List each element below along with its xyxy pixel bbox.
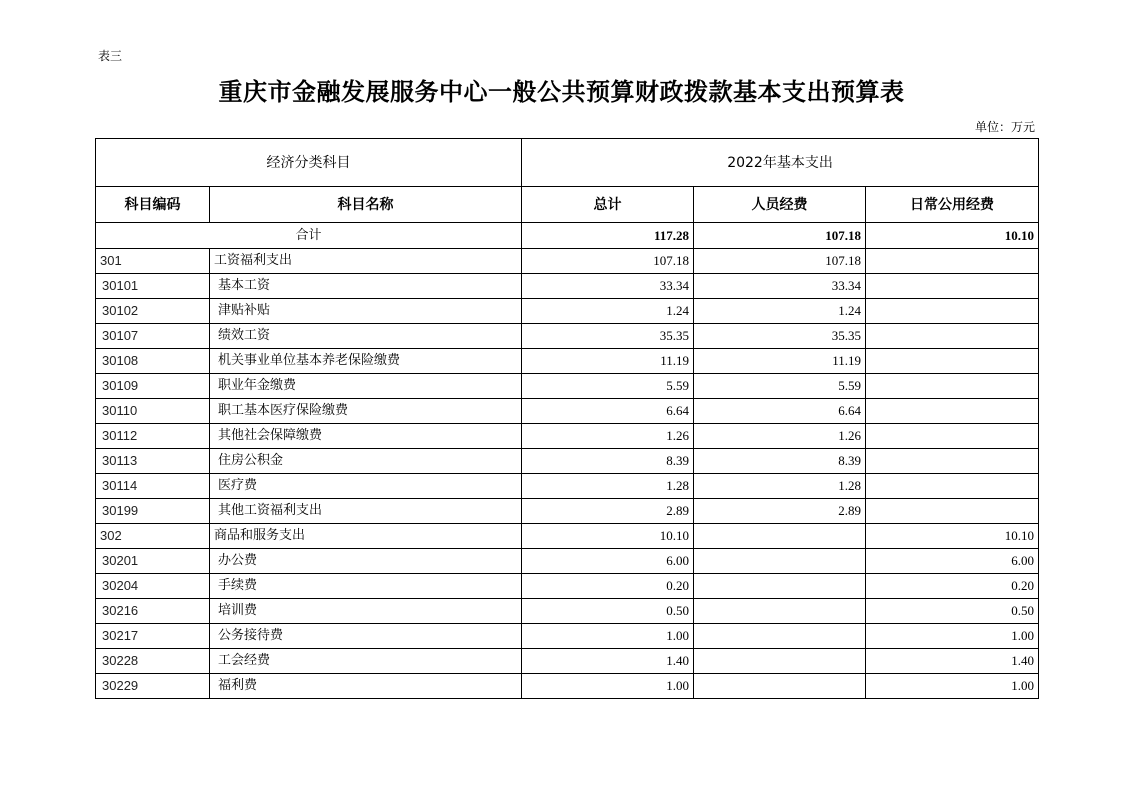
- table-row: [96, 449, 1039, 474]
- row-personnel: 6.64: [694, 399, 866, 424]
- row-total: 35.35: [522, 324, 694, 349]
- table-row: [96, 274, 1039, 299]
- row-code: 30114: [96, 474, 210, 499]
- table-number-label: 表三: [98, 49, 123, 63]
- total-label: 合计: [96, 223, 522, 249]
- row-name: 工资福利支出: [210, 249, 522, 274]
- row-name: 福利费: [210, 674, 522, 699]
- row-code: 30101: [96, 274, 210, 299]
- row-code: 30201: [96, 549, 210, 574]
- row-code: 30107: [96, 324, 210, 349]
- column-header-row: [96, 187, 1039, 223]
- row-total: 1.26: [522, 424, 694, 449]
- group-header-basic-expenditure: 2022年基本支出: [522, 139, 1039, 187]
- table-row: [96, 424, 1039, 449]
- row-name: 基本工资: [210, 274, 522, 299]
- row-public: 10.10: [866, 524, 1039, 549]
- row-personnel: 2.89: [694, 499, 866, 524]
- row-code: 30217: [96, 624, 210, 649]
- table-row: [96, 399, 1039, 424]
- row-total: 5.59: [522, 374, 694, 399]
- row-name: 职工基本医疗保险缴费: [210, 399, 522, 424]
- row-code: 30108: [96, 349, 210, 374]
- row-code: 30199: [96, 499, 210, 524]
- row-personnel: 1.28: [694, 474, 866, 499]
- row-total: 107.18: [522, 249, 694, 274]
- total-amount: 117.28: [522, 223, 694, 249]
- row-personnel: [694, 674, 866, 699]
- group-header-row: [96, 139, 1039, 187]
- row-public: 0.50: [866, 599, 1039, 624]
- row-name: 商品和服务支出: [210, 524, 522, 549]
- row-name: 工会经费: [210, 649, 522, 674]
- row-personnel: [694, 549, 866, 574]
- total-row: [96, 223, 1039, 249]
- row-code: 30112: [96, 424, 210, 449]
- row-total: 6.00: [522, 549, 694, 574]
- row-personnel: 1.26: [694, 424, 866, 449]
- row-code: 30113: [96, 449, 210, 474]
- table-row: [96, 649, 1039, 674]
- row-total: 11.19: [522, 349, 694, 374]
- row-total: 10.10: [522, 524, 694, 549]
- row-name: 医疗费: [210, 474, 522, 499]
- row-total: 33.34: [522, 274, 694, 299]
- row-name: 绩效工资: [210, 324, 522, 349]
- row-personnel: 35.35: [694, 324, 866, 349]
- table-row: [96, 524, 1039, 549]
- table-row: [96, 674, 1039, 699]
- row-total: 1.00: [522, 624, 694, 649]
- unit-label: 单位：万元: [974, 120, 1035, 134]
- row-public: [866, 449, 1039, 474]
- table-row: [96, 349, 1039, 374]
- page-title: 重庆市金融发展服务中心一般公共预算财政拨款基本支出预算表: [218, 78, 905, 106]
- row-name: 住房公积金: [210, 449, 522, 474]
- row-public: [866, 324, 1039, 349]
- table-row: [96, 549, 1039, 574]
- column-header-personnel: 人员经费: [694, 187, 866, 223]
- budget-table: [95, 138, 1039, 699]
- row-code: 30228: [96, 649, 210, 674]
- table-row: [96, 374, 1039, 399]
- row-code: 30229: [96, 674, 210, 699]
- table-row: [96, 599, 1039, 624]
- column-header-code: 科目编码: [96, 187, 210, 223]
- row-total: 1.40: [522, 649, 694, 674]
- row-total: 6.64: [522, 399, 694, 424]
- row-public: [866, 374, 1039, 399]
- row-public: [866, 349, 1039, 374]
- row-personnel: 1.24: [694, 299, 866, 324]
- row-code: 301: [96, 249, 210, 274]
- row-code: 30110: [96, 399, 210, 424]
- row-code: 30216: [96, 599, 210, 624]
- row-personnel: [694, 524, 866, 549]
- table-row: [96, 324, 1039, 349]
- row-total: 0.50: [522, 599, 694, 624]
- row-personnel: 5.59: [694, 374, 866, 399]
- row-total: 1.24: [522, 299, 694, 324]
- row-name: 其他工资福利支出: [210, 499, 522, 524]
- table-row: [96, 299, 1039, 324]
- row-personnel: 33.34: [694, 274, 866, 299]
- row-name: 职业年金缴费: [210, 374, 522, 399]
- table-row: [96, 499, 1039, 524]
- row-public: [866, 399, 1039, 424]
- row-public: [866, 499, 1039, 524]
- row-personnel: [694, 574, 866, 599]
- table-row: [96, 249, 1039, 274]
- row-public: 1.40: [866, 649, 1039, 674]
- row-name: 津贴补贴: [210, 299, 522, 324]
- row-public: [866, 474, 1039, 499]
- row-total: 1.00: [522, 674, 694, 699]
- column-header-name: 科目名称: [210, 187, 522, 223]
- row-code: 30109: [96, 374, 210, 399]
- row-personnel: 107.18: [694, 249, 866, 274]
- row-public: 6.00: [866, 549, 1039, 574]
- column-header-public: 日常公用经费: [866, 187, 1039, 223]
- group-header-economic-class: 经济分类科目: [96, 139, 522, 187]
- row-name: 机关事业单位基本养老保险缴费: [210, 349, 522, 374]
- total-personnel: 107.18: [694, 223, 866, 249]
- row-personnel: [694, 599, 866, 624]
- row-name: 办公费: [210, 549, 522, 574]
- row-personnel: 8.39: [694, 449, 866, 474]
- row-public: [866, 249, 1039, 274]
- table-row: [96, 574, 1039, 599]
- row-public: 1.00: [866, 624, 1039, 649]
- row-total: 1.28: [522, 474, 694, 499]
- row-personnel: [694, 624, 866, 649]
- row-code: 30204: [96, 574, 210, 599]
- row-public: [866, 299, 1039, 324]
- row-name: 公务接待费: [210, 624, 522, 649]
- row-total: 0.20: [522, 574, 694, 599]
- row-total: 2.89: [522, 499, 694, 524]
- row-public: 1.00: [866, 674, 1039, 699]
- row-public: [866, 424, 1039, 449]
- row-public: [866, 274, 1039, 299]
- total-public: 10.10: [866, 223, 1039, 249]
- row-name: 培训费: [210, 599, 522, 624]
- row-public: 0.20: [866, 574, 1039, 599]
- row-personnel: [694, 649, 866, 674]
- row-personnel: 11.19: [694, 349, 866, 374]
- row-name: 手续费: [210, 574, 522, 599]
- row-code: 30102: [96, 299, 210, 324]
- column-header-total: 总计: [522, 187, 694, 223]
- table-row: [96, 474, 1039, 499]
- table-row: [96, 624, 1039, 649]
- row-total: 8.39: [522, 449, 694, 474]
- row-code: 302: [96, 524, 210, 549]
- row-name: 其他社会保障缴费: [210, 424, 522, 449]
